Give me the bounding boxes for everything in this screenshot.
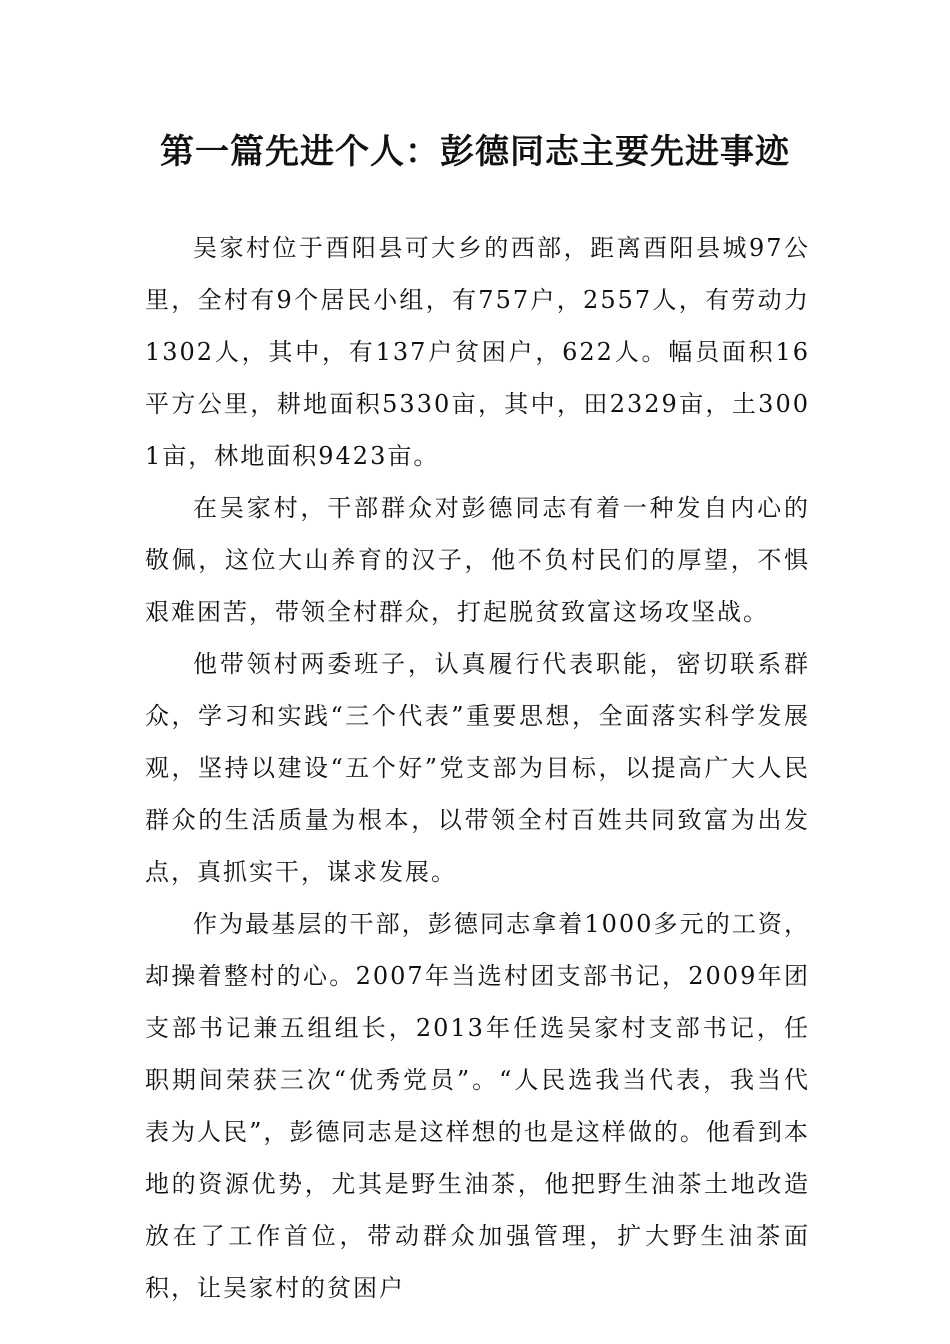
paragraph-village-overview: 吴家村位于酉阳县可大乡的西部，距离酉阳县城97公里，全村有9个居民小组，有757户，2557人，有劳动力1302人，其中，有137户贫困户，622人。幅员面积16平方公里，耕地面积5330亩，其中，田2329亩，土3001亩，林地面积9423亩。: [145, 234, 810, 470]
document-body: [145, 222, 810, 1314]
paragraph-career: 作为最基层的干部，彭德同志拿着1000多元的工资，却操着整村的心。2007年当选村团支部书记，2009年团支部书记兼五组组长，2013年任选吴家村支部书记，任职期间荣获三次“优秀党员”。“人民选我当代表，我当代表为人民”，彭德同志是这样想的也是这样做的。他看到本地的资源优势，尤其是野生油茶，他把野生油茶土地改造放在了工作首位，带动群众加强管理，扩大野生油茶面积，让吴家村的贫困户: [145, 910, 810, 1302]
paragraph-leadership: 他带领村两委班子，认真履行代表职能，密切联系群众，学习和实践“三个代表”重要思想，全面落实科学发展观，坚持以建设“五个好”党支部为目标，以提高广大人民群众的生活质量为根本，以带领全村百姓共同致富为出发点，真抓实干，谋求发展。: [145, 650, 810, 886]
paragraph-respect: 在吴家村，干部群众对彭德同志有着一种发自内心的敬佩，这位大山养育的汉子，他不负村民们的厚望，不惧艰难困苦，带领全村群众，打起脱贫致富这场攻坚战。: [145, 494, 810, 626]
document-title: 第一篇先进个人：彭德同志主要先进事迹: [160, 132, 790, 172]
